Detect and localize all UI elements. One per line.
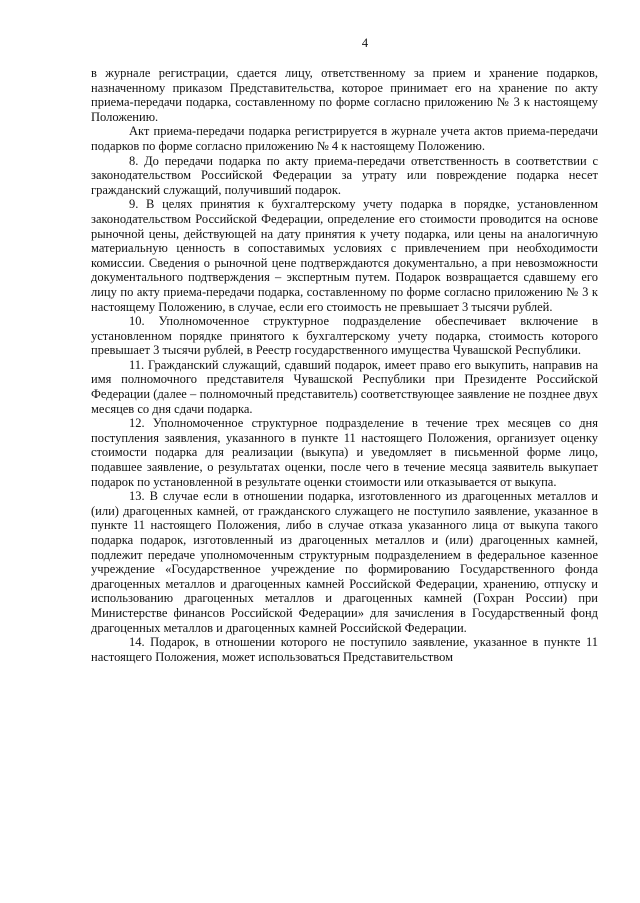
- paragraph-12: 12. Уполномоченное структурное подразделение в течение трех месяцев со дня поступления заявления, указанного в пункте 11 настоящего Положения, организует оценку стоимости подарка для реализации (выкупа) и уведомляет в письменной форме лицо, подавшее заявление, о результатах оценки, после чего в течение месяца заявитель выкупает подарок по установленной в результате оценки стоимости или отказывается от выкупа.: [91, 416, 598, 489]
- page-number: 4: [361, 36, 369, 50]
- paragraph-9: 9. В целях принятия к бухгалтерскому учету подарка в порядке, установленном законодательством Российской Федерации, определение его стоимости проводится на основе рыночной цены, действующей на дату принятия к учету подарка, или цены на аналогичную материальную ценность в сопоставимых условиях с привлечением при необходимости комиссии. Сведения о рыночной цене подтверждаются документально, а при невозможности документального подтверждения – экспертным путем. Подарок возвращается сдавшему его лицу по акту приема-передачи подарка, составленному по форме согласно приложению № 3 к настоящему Положению, в случае, если его стоимость не превышает 3 тысячи рублей.: [91, 197, 598, 314]
- paragraph-act-registration: Акт приема-передачи подарка регистрируется в журнале учета актов приема-передачи подарков по форме согласно приложению № 4 к настоящему Положению.: [91, 124, 598, 153]
- paragraph-10: 10. Уполномоченное структурное подразделение обеспечивает включение в установленном порядке принятого к бухгалтерскому учету подарка, стоимость которого превышает 3 тысячи рублей, в Реестр государственного имущества Чувашской Республики.: [91, 314, 598, 358]
- paragraph-continuation: в журнале регистрации, сдается лицу, ответственному за прием и хранение подарков, назначенному приказом Представительства, которое принимает его на хранение по акту приема-передачи подарка, составленному по форме согласно приложению № 3 к настоящему Положению.: [91, 66, 598, 124]
- paragraph-8: 8. До передачи подарка по акту приема-передачи ответственность в соответствии с законодательством Российской Федерации за утрату или повреждение подарка несет гражданский служащий, получивший подарок.: [91, 153, 598, 197]
- document-body: [91, 66, 598, 664]
- paragraph-11: 11. Гражданский служащий, сдавший подарок, имеет право его выкупить, направив на имя полномочного представителя Чувашской Республики при Президенте Российской Федерации (далее – полномочный представитель) соответствующее заявление не позднее двух месяцев со дня сдачи подарка.: [91, 357, 598, 416]
- paragraph-14: 14. Подарок, в отношении которого не поступило заявление, указанное в пункте 11 настоящего Положения, может использоваться Представительством: [91, 635, 598, 664]
- paragraph-13: 13. В случае если в отношении подарка, изготовленного из драгоценных металлов и (или) драгоценных камней, от гражданского служащего не поступило заявление, указанное в пункте 11 настоящего Положения, либо в случае отказа указанного лица от выкупа такого подарка подарок, изготовленный из драгоценных металлов и (или) драгоценных камней, подлежит передаче уполномоченным структурным подразделением в федеральное казенное учреждение «Государственное учреждение по формированию Государственного фонда драгоценных металлов и драгоценных камней Российской Федерации, хранению, отпуску и использованию драгоценных металлов и драгоценных камней (Гохран России) при Министерстве финансов Российской Федерации» для зачисления в Государственный фонд драгоценных металлов и драгоценных камней Российской Федерации.: [91, 489, 598, 635]
